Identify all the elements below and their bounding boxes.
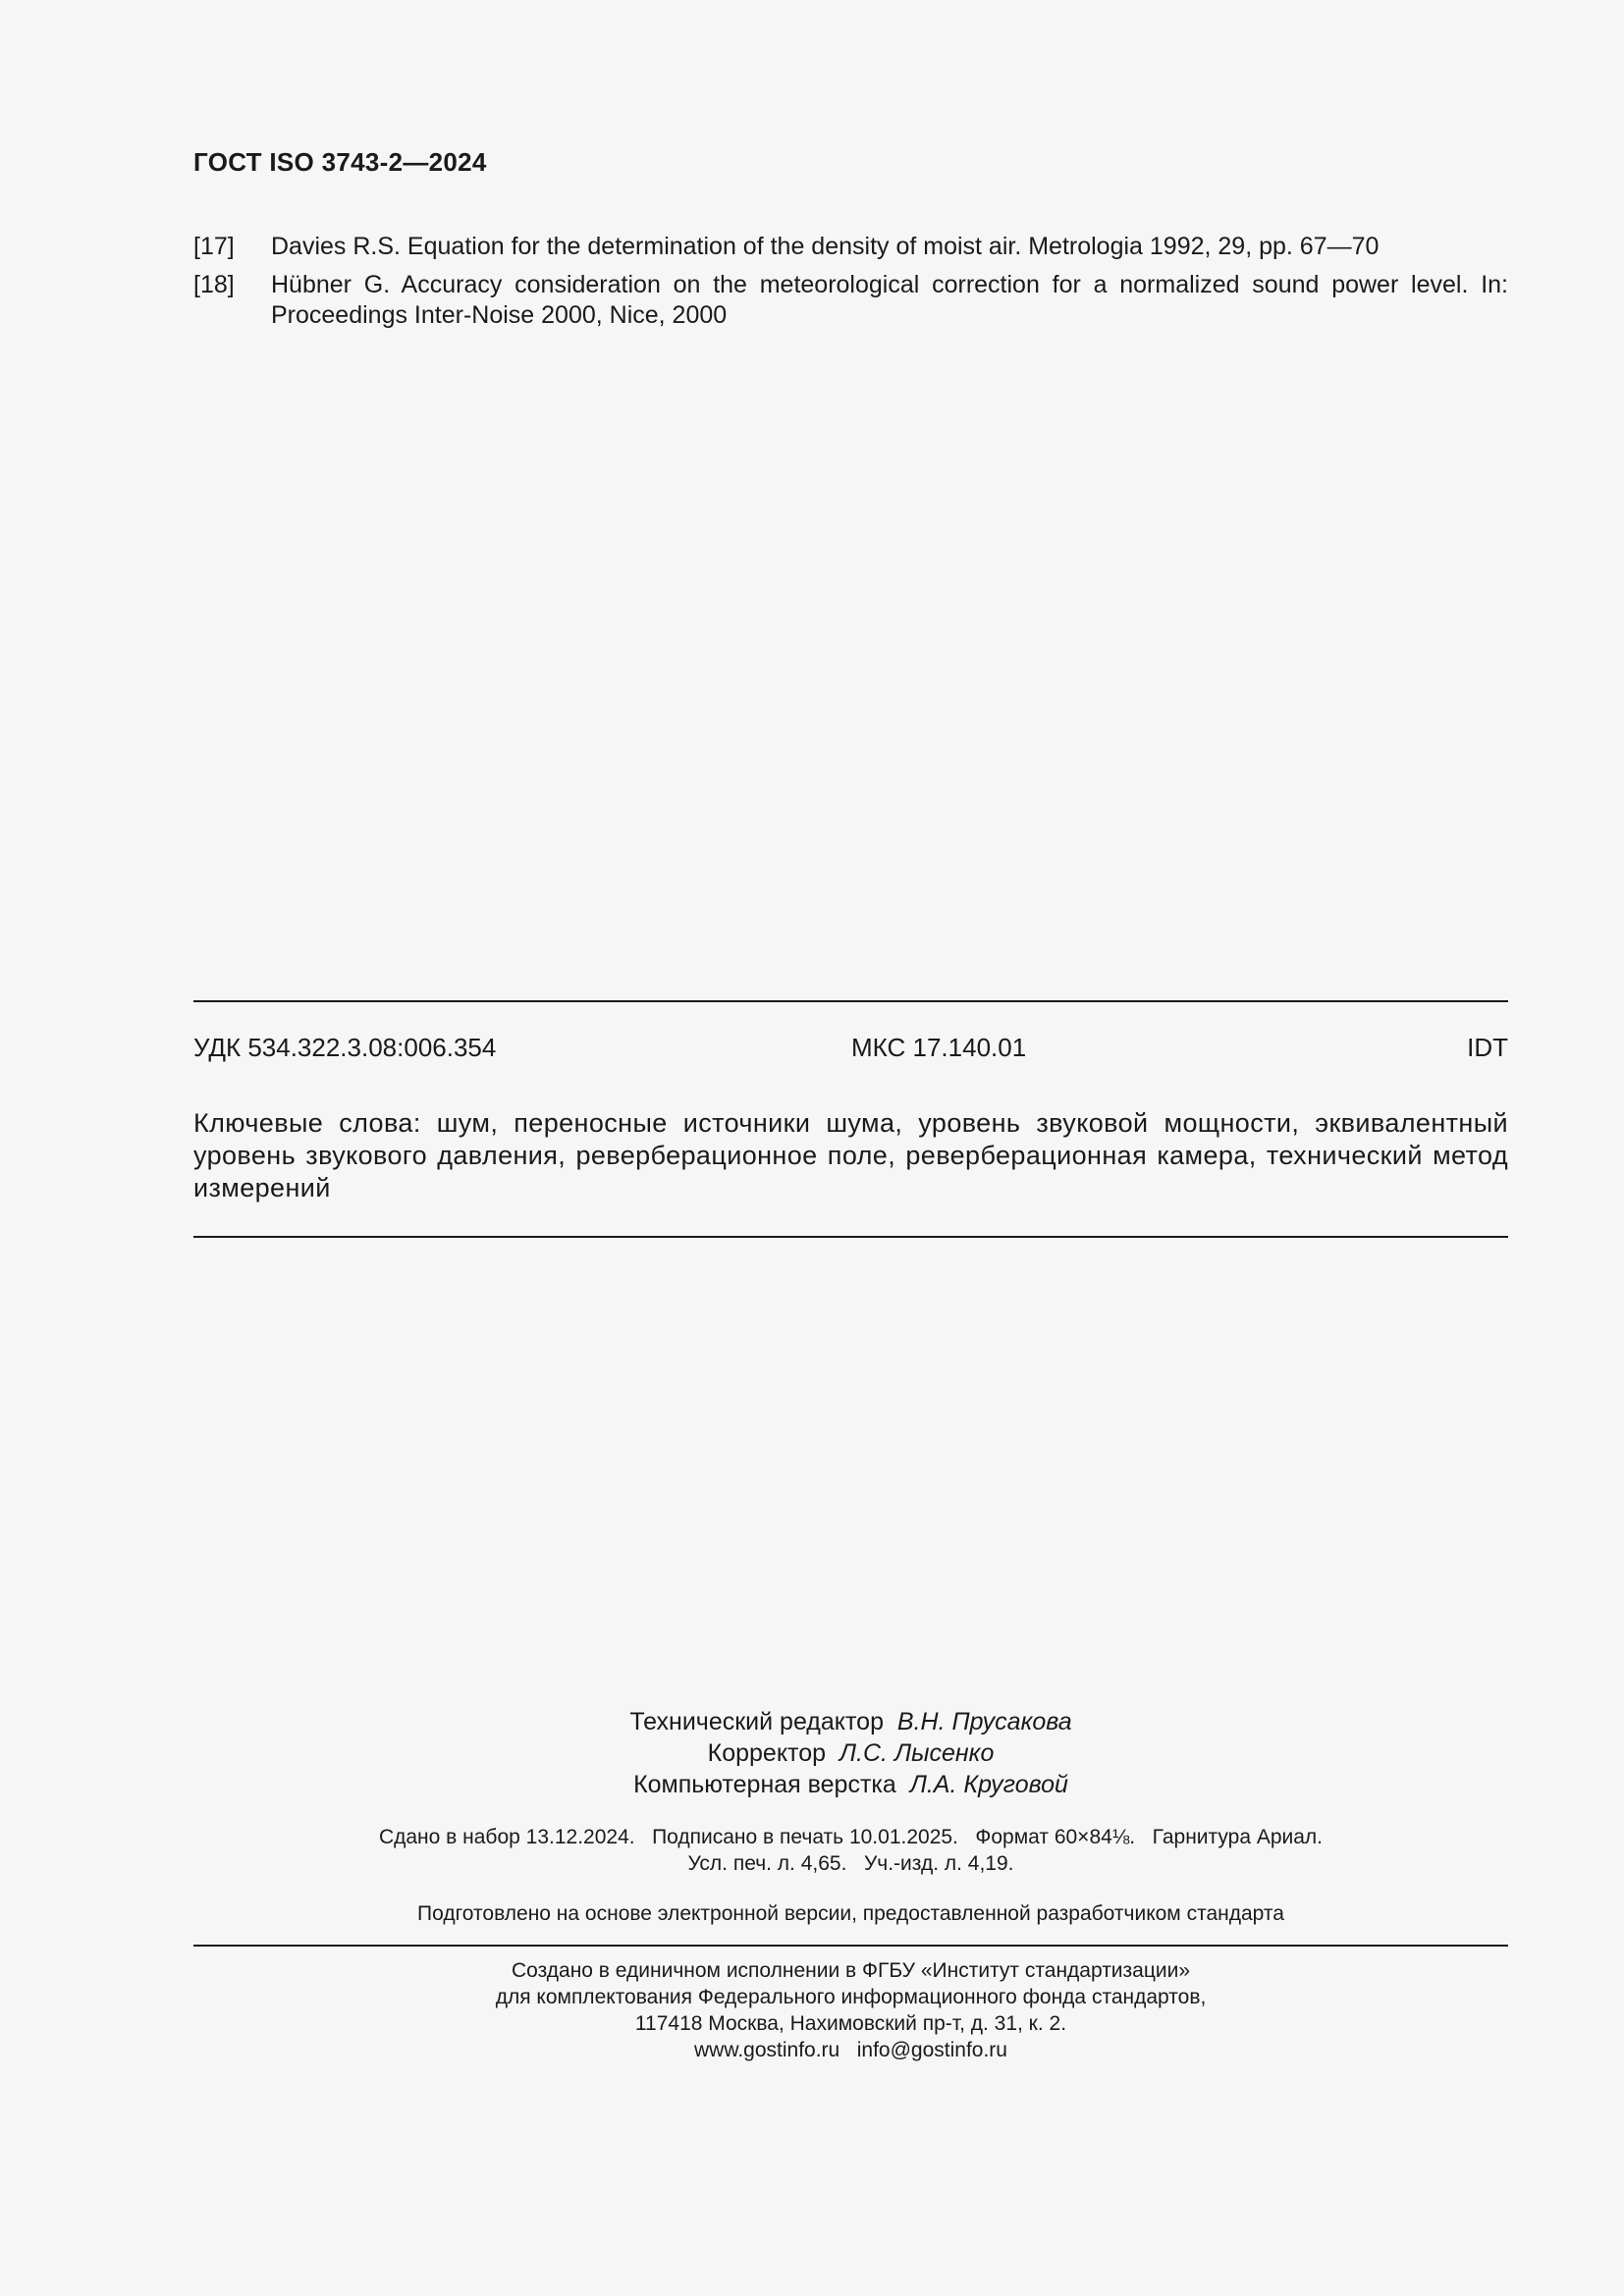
footer-line: для комплектования Федерального информационного фонда стандартов, [495,1986,1207,2008]
footer-line: Создано в единичном исполнении в ФГБУ «Институт стандартизации» [511,1959,1191,1982]
credit-name: Л.С. Лысенко [839,1739,995,1767]
footer-divider [193,1945,1508,1947]
top-divider [193,1000,1508,1002]
reference-number: [17] [193,233,235,260]
udk-code: УДК 534.322.3.08:006.354 [193,1033,497,1062]
mks-code: МКС 17.140.01 [851,1033,1027,1062]
credit-name: В.Н. Прусакова [896,1708,1072,1735]
reference-text: Hübner G. Accuracy consideration on the meteorological correction for a normalized sound power level. In: Proceedings Inter-Noise 2000, Nice, 2000 [271,271,1508,329]
reference-item [193,232,1508,262]
keywords-paragraph: Ключевые слова: шум, переносные источники шума, уровень звуковой мощности, эквивалентный уровень звукового давления, реверберационное поле, реверберационная камера, технический метод измерений [193,1108,1508,1202]
credit-role: Компьютерная верстка [633,1771,896,1798]
credit-line [193,1706,1508,1737]
footer-line: 117418 Москва, Нахимовский пр-т, д. 31, к. 2. [634,2012,1067,2035]
email-link[interactable]: info@gostinfo.ru [856,2039,1007,2061]
footer-contacts [193,2037,1508,2063]
bottom-divider [193,1236,1508,1238]
credits-block [193,1706,1508,1800]
references-list [193,232,1508,339]
idt-label: IDT [1467,1033,1508,1062]
reference-number: [18] [193,271,235,298]
reference-item [193,270,1508,331]
document-header-title: ГОСТ ISO 3743-2—2024 [193,147,487,177]
credit-role: Технический редактор [629,1708,884,1735]
publisher-footer [193,1957,1508,2063]
classification-codes [193,1033,1508,1066]
imprint-line: Усл. печ. л. 4,65. Уч.-изд. л. 4,19. [687,1852,1014,1875]
prepared-note: Подготовлено на основе электронной версии, предоставленной разработчиком стандарта [417,1902,1284,1925]
imprint-block [193,1824,1508,1877]
reference-text: Davies R.S. Equation for the determination of the density of moist air. Metrologia 1992, 29, pp. 67—70 [271,233,1380,260]
credit-line [193,1737,1508,1769]
credit-name: Л.А. Круговой [909,1771,1068,1798]
imprint-line: Сдано в набор 13.12.2024. Подписано в печать 10.01.2025. Формат 60×84⅛. Гарнитура Ариал. [378,1826,1324,1848]
website-link[interactable]: www.gostinfo.ru [694,2039,840,2061]
credit-role: Корректор [707,1739,827,1767]
credit-line [193,1769,1508,1800]
